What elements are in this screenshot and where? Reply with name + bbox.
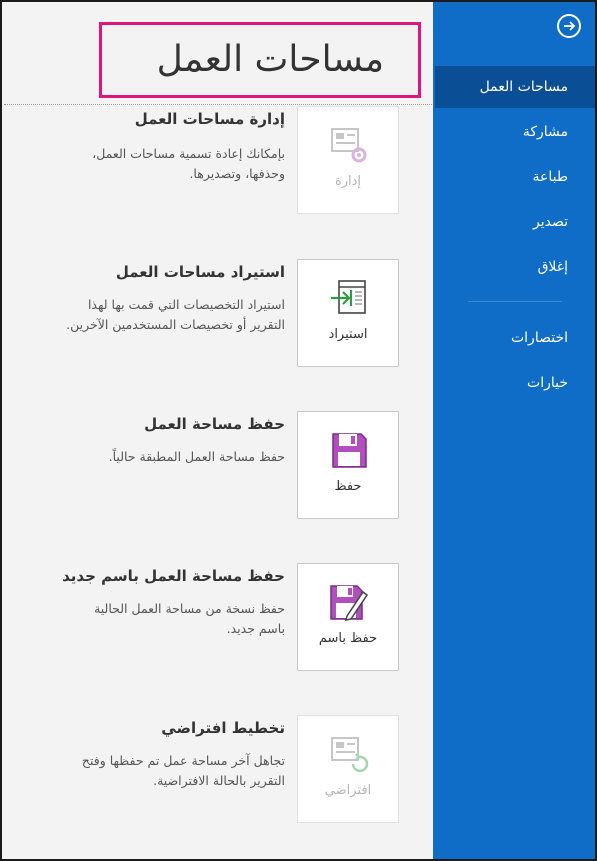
save-button[interactable] (297, 411, 399, 519)
action-manage (2, 106, 436, 216)
action-description: استيراد التخصيصات التي قمت بها لهذا التقرير أو تخصيصات المستخدمين الآخرين. (66, 297, 285, 332)
save-as-button[interactable] (297, 563, 399, 671)
title-highlight (99, 22, 421, 98)
reset-default-icon (329, 734, 369, 774)
sidebar-item-options[interactable]: خيارات (527, 375, 568, 391)
import-icon (329, 278, 369, 318)
action-description: تجاهل آخر مساحة عمل تم حفظها وفتح التقرير بالحالة الافتراضية. (81, 753, 285, 788)
action-default (2, 715, 436, 825)
page-title: مساحات العمل (156, 39, 384, 80)
sidebar-item-workspaces[interactable]: مساحات العمل (435, 66, 595, 108)
sidebar-item-share[interactable]: مشاركة (522, 124, 568, 140)
action-description: حفظ مساحة العمل المطبقة حالياً. (108, 449, 285, 464)
save-icon (329, 430, 369, 470)
sidebar-item-close[interactable]: إغلاق (537, 259, 568, 275)
manage-workspace-icon (329, 125, 369, 165)
sidebar-divider (468, 301, 562, 302)
action-title: حفظ مساحة العمل باسم جديد (62, 567, 285, 585)
sidebar (433, 2, 595, 861)
save-as-label: حفظ باسم (318, 631, 378, 646)
default-label: افتراضي (324, 783, 372, 798)
back-arrow-icon[interactable] (557, 14, 581, 38)
save-label: حفظ (334, 479, 362, 494)
save-as-icon (329, 582, 369, 622)
action-save (2, 411, 436, 521)
action-description: حفظ نسخة من مساحة العمل الحالية باسم جديد. (94, 601, 285, 636)
action-description: بإمكانك إعادة تسمية مساحات العمل، وحذفها، وتصديرها. (92, 146, 285, 181)
sidebar-item-shortcuts[interactable]: اختصارات (510, 330, 568, 346)
import-button[interactable] (297, 259, 399, 367)
action-import (2, 259, 436, 369)
main-panel (2, 2, 436, 861)
action-title: إدارة مساحات العمل (134, 110, 285, 128)
sidebar-item-export[interactable]: تصدير (532, 214, 568, 230)
manage-button[interactable] (297, 106, 399, 214)
manage-label: إدارة (334, 174, 362, 189)
import-label: استيراد (328, 327, 368, 342)
action-title: تخطيط افتراضي (161, 719, 285, 737)
action-title: حفظ مساحة العمل (144, 415, 285, 433)
action-title: استيراد مساحات العمل (115, 263, 285, 281)
action-save-as (2, 563, 436, 673)
divider (4, 104, 436, 105)
sidebar-item-print[interactable]: طباعة (532, 169, 568, 185)
default-button[interactable] (297, 715, 399, 823)
